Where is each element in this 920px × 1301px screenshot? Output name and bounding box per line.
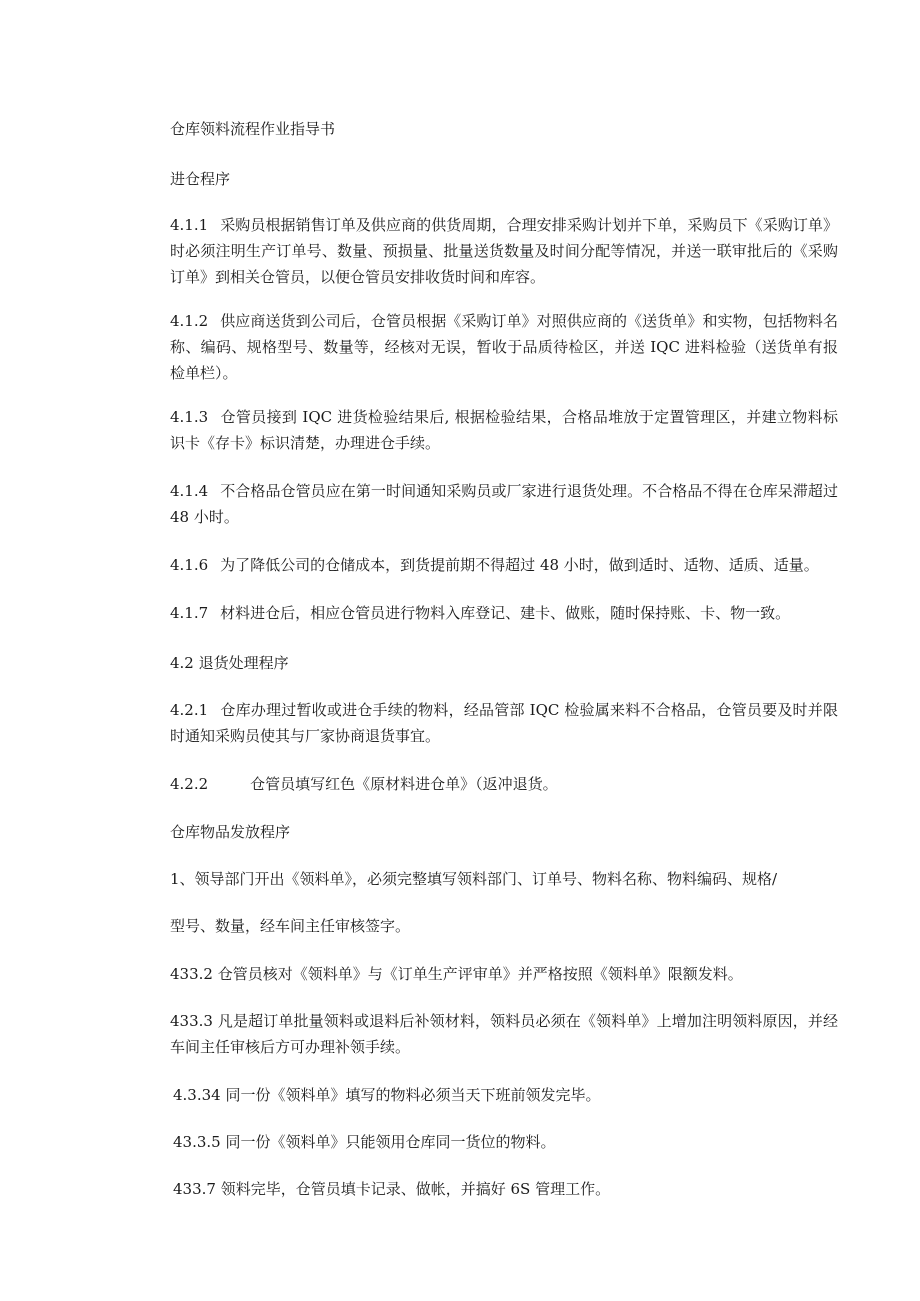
item-text: 仓管员接到 IQC 进货检验结果后, 根据检验结果，合格品堆放于定置管理区，并建立物料标识卡《存卡》标识清楚，办理进仓手续。 [170, 408, 838, 452]
section-heading-return: 4.2 退货处理程序 [170, 654, 289, 672]
issue-item-433-7: 433.7 领料完毕，仓管员填卡记录、做帐，并搞好 6S 管理工作。 [173, 1180, 611, 1198]
issue-item-433-2: 433.2 仓管员核对《领料单》与《订单生产评审单》并严格按照《领料单》限额发料。 [170, 965, 743, 983]
item-text: 不合格品仓管员应在第一时间通知采购员或厂家进行退货处理。不合格品不得在仓库呆滞超过 48 小时。 [170, 482, 838, 526]
paragraph-4-1-7 [170, 600, 838, 626]
item-number: 4.1.7 [170, 604, 209, 622]
item-number: 4.2.2 [170, 775, 209, 793]
paragraph-4-1-1 [170, 212, 838, 290]
item-number: 4.1.3 [170, 408, 209, 426]
paragraph-4-2-1 [170, 697, 838, 749]
paragraph-4-1-3 [170, 404, 838, 456]
paragraph-4-2-2 [170, 771, 838, 797]
item-number: 4.1.2 [170, 312, 209, 330]
item-text: 材料进仓后，相应仓管员进行物料入库登记、建卡、做账，随时保持账、卡、物一致。 [220, 604, 791, 622]
issue-step-1-line-1: 1、领导部门开出《领料单》，必须完整填写领料部门、订单号、物料名称、物料编码、规格/ [170, 870, 778, 888]
item-number: 4.1.1 [170, 216, 209, 234]
issue-item-4-3-34: 4.3.34 同一份《领料单》填写的物料必须当天下班前领发完毕。 [173, 1086, 601, 1104]
document-title: 仓库领料流程作业指导书 [170, 120, 336, 138]
section-heading-issue: 仓库物品发放程序 [170, 823, 291, 841]
paragraph-4-1-2 [170, 308, 838, 386]
item-text: 供应商送货到公司后，仓管员根据《采购订单》对照供应商的《送货单》和实物，包括物料名称、编码、规格型号、数量等，经核对无误，暂收于品质待检区，并送 IQC 进料检验（送货单有报检单栏）。 [170, 312, 838, 382]
item-text: 仓管员填写红色《原材料进仓单》（返冲退货。 [250, 775, 558, 793]
item-number: 4.1.4 [170, 482, 209, 500]
issue-step-1-line-2: 型号、数量，经车间主任审核签字。 [170, 917, 411, 935]
issue-item-433-3: 433.3 凡是超订单批量领料或退料后补领材料，领料员必须在《领料单》上增加注明领料原因，并经车间主任审核后方可办理补领手续。 [170, 1012, 838, 1056]
item-number: 4.1.6 [170, 556, 209, 574]
item-text: 为了降低公司的仓储成本，到货提前期不得超过 48 小时，做到适时、适物、适质、适量。 [220, 556, 819, 574]
paragraph-4-1-6 [170, 552, 838, 578]
item-number: 4.2.1 [170, 701, 209, 719]
section-heading-in: 进仓程序 [170, 170, 231, 188]
item-text: 仓库办理过暂收或进仓手续的物料，经品管部 IQC 检验属来料不合格品，仓管员要及时并限时通知采购员使其与厂家协商退货事宜。 [170, 701, 838, 745]
item-text: 采购员根据销售订单及供应商的供货周期，合理安排采购计划并下单，采购员下《采购订单》时必须注明生产订单号、数量、预损量、批量送货数量及时间分配等情况，并送一联审批后的《采购订单》到相关仓管员，以便仓管员安排收货时间和库容。 [170, 216, 838, 286]
paragraph-4-1-4 [170, 478, 838, 530]
issue-item-43-3-5: 43.3.5 同一份《领料单》只能领用仓库同一货位的物料。 [173, 1133, 556, 1151]
